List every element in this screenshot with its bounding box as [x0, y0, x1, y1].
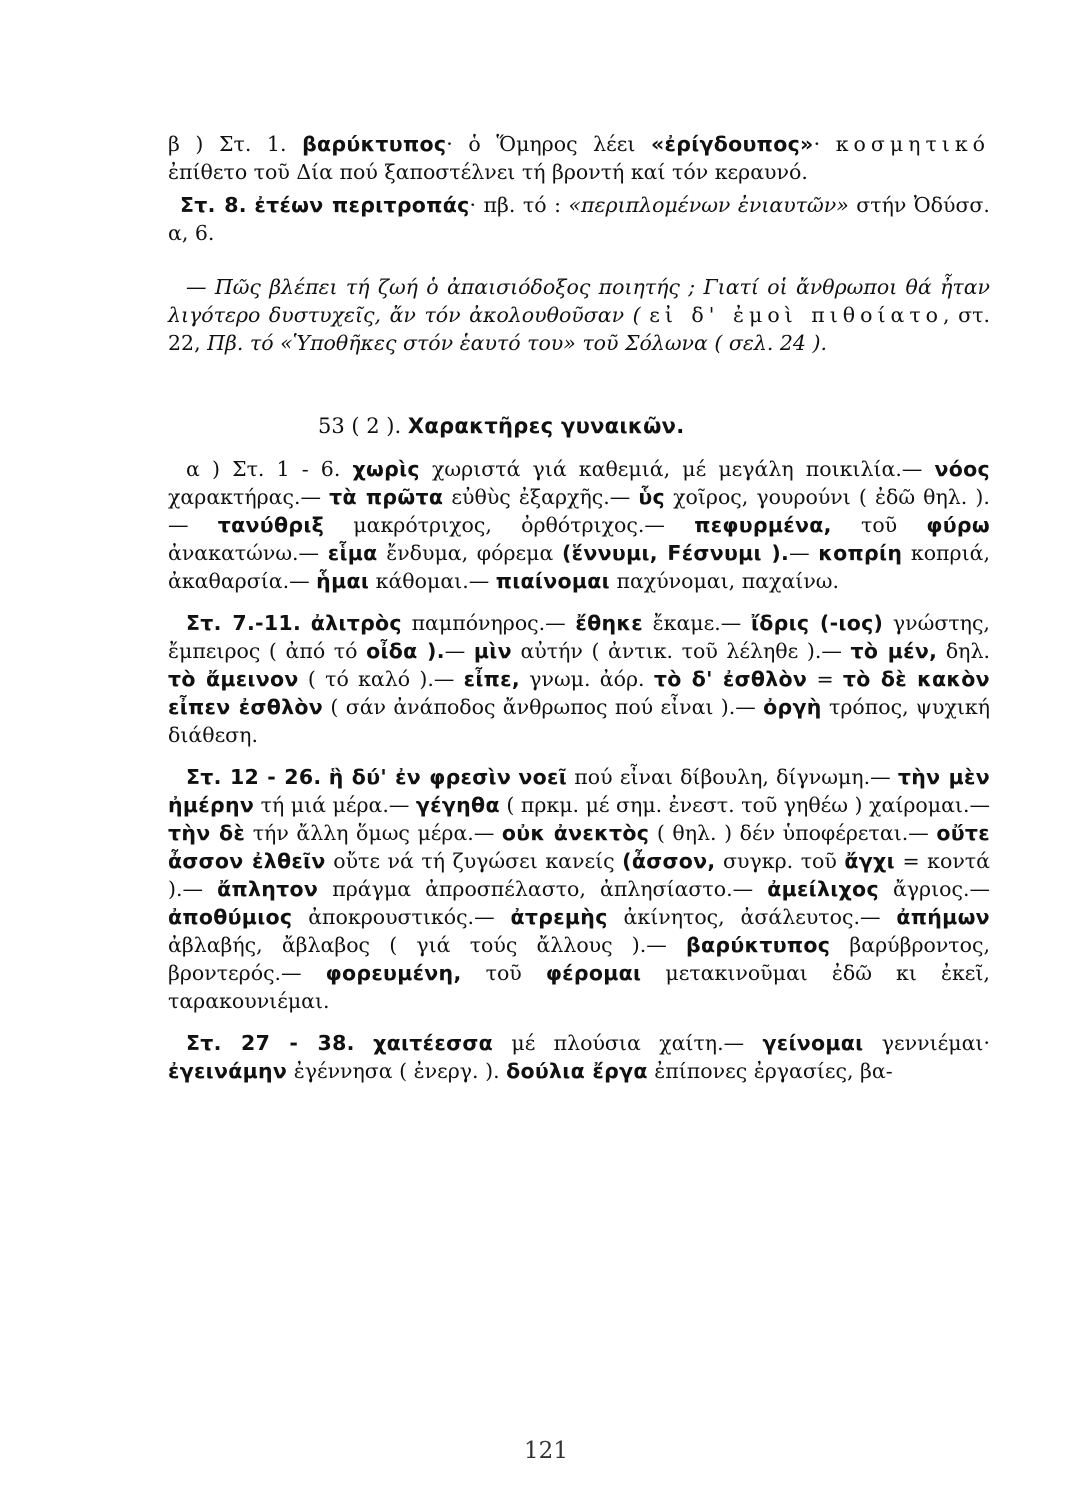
headword: γέγηθα — [415, 793, 500, 817]
text: τήν ἄλλη ὅμως μέρα.— — [252, 821, 495, 845]
text: χωριστά γιά καθεμιά, μέ μεγάλη ποικιλία.— — [432, 457, 923, 481]
text: μέ πλούσια χαίτη.— — [511, 1031, 745, 1055]
headword: τὸ μέν, — [850, 639, 938, 663]
quotation: «περιπλομένων ἐνιαυτῶν» — [568, 193, 849, 217]
text: παμπόνηρος.— — [411, 611, 566, 635]
headword: τὰ πρῶτα — [329, 485, 444, 509]
section-label: Στ. 12 - 26. — [186, 765, 322, 789]
headword: πιαίνομαι — [495, 569, 610, 593]
text: βαρύβροντος, βροντερός.— — [168, 933, 990, 985]
text: κάθομαι.— — [375, 569, 490, 593]
text: = κοντά ).— — [168, 849, 990, 901]
text: , στ. 22, — [168, 303, 990, 355]
headword: τὸ δὲ κακὸν εἶπεν ἐσθλὸν — [168, 667, 990, 719]
section-label: Στ. 27 - 38. — [186, 1031, 355, 1055]
headword: πεφυρμένα, — [694, 513, 832, 537]
section-label: Στ. 7.-11. — [186, 611, 302, 635]
text: δηλ. — [945, 639, 990, 663]
text: τοῦ — [860, 513, 898, 537]
headword: γείνομαι — [762, 1031, 864, 1055]
text: πού εἶναι δίβουλη, δίγνωμη.— — [574, 765, 891, 789]
headword: οὐκ ἀνεκτὸς — [501, 821, 650, 845]
question-text: — Πῶς βλέπει τή ζωή ὁ ἀπαισιόδοξος ποιητής ; Γιατί οἱ ἄνθρωποι θά ἦταν λιγότερο δυστυχεῖς, ἄν τόν ἀκολουθοῦσαν ( — [168, 275, 990, 327]
paragraph-lines-27-38 — [168, 1029, 990, 1085]
text: ἀκίνητος, ἀσάλευτος.— — [623, 905, 881, 929]
text: = — [816, 667, 834, 691]
text: τοῦ — [485, 961, 522, 985]
headword: ἀπήμων — [896, 905, 990, 929]
paragraph-line-1 — [168, 130, 990, 186]
headword: τανύθριξ — [217, 513, 325, 537]
headword: κοπρίη — [818, 541, 903, 565]
text: ἔνδυμα, φόρεμα — [386, 541, 554, 565]
headword: εἶπε, — [463, 667, 520, 691]
text: κοπριά, ἀκαθαρσία.— — [168, 541, 990, 593]
text: χοῖρος, γουρούνι ( ἐδῶ θηλ. ).— — [168, 485, 990, 537]
headword: φέρομαι — [545, 961, 642, 985]
headword: «ἐρίγδουπος» — [650, 132, 814, 156]
headword: βαρύκτυπος — [685, 933, 831, 957]
text: ἐπίπονες ἐργασίες, βα- — [654, 1059, 893, 1083]
text: στήν Ὀδύσσ. α, 6. — [168, 193, 990, 245]
text: — — [789, 541, 810, 565]
text: χαρακτήρας.— — [168, 485, 321, 509]
headword: (ἕννυμι, Ϝέσνυμι ). — [562, 541, 790, 565]
text: · πβ. τό : — [469, 193, 561, 217]
section-heading — [168, 411, 990, 441]
headword: ἄγχι — [844, 849, 895, 873]
headword: τὸ δ' ἐσθλὸν — [653, 667, 808, 691]
headword: ἐτέων περιτροπάς — [254, 193, 470, 217]
text: ( σάν ἀνάποδος ἄνθρωπος πού εἶναι ).— — [330, 695, 756, 719]
text: ἀνακατώνω.— — [168, 541, 320, 565]
reference-text: Πβ. τό «Ὑποθῆκες στόν ἑαυτό του» τοῦ Σόλωνα ( σελ. 24 ). — [207, 331, 828, 355]
spaced-quote: εἰ δ' ἐμοὶ πιθοίατο — [649, 303, 944, 327]
section-label: α ) Στ. 1 - 6. — [186, 457, 341, 481]
headword: ὗς — [638, 485, 665, 509]
headword: οἶδα ). — [366, 639, 445, 663]
headword: νοεῖ — [518, 765, 568, 789]
headword: ἐγεινάμην — [168, 1059, 288, 1083]
text: εὐθὺς ἐξαρχῆς.— — [451, 485, 631, 509]
text: γνωμ. ἀόρ. — [529, 667, 645, 691]
text: μακρότριχος, ὀρθότριχος.— — [353, 513, 665, 537]
headword: φύρω — [926, 513, 990, 537]
headword: μὶν — [473, 639, 512, 663]
text: ἀβλαβής, ἄβλαβος ( γιά τούς ἄλλους ).— — [168, 933, 667, 957]
headword: ἀμείλιχος — [767, 877, 879, 901]
page-number: 121 — [524, 1438, 568, 1464]
headword: νόος — [934, 457, 990, 481]
text: παχύνομαι, παχαίνω. — [616, 569, 840, 593]
headword: δούλια ἔργα — [506, 1059, 648, 1083]
text: τή μιά μέρα.— — [260, 793, 410, 817]
section-title: Χαρακτῆρες γυναικῶν. — [407, 414, 685, 438]
text: ( θηλ. ) δέν ὑποφέρεται.— — [656, 821, 929, 845]
paragraph-lines-12-26 — [168, 763, 990, 1015]
headword: χωρὶς — [352, 457, 420, 481]
headword: ἔθηκε — [575, 611, 643, 635]
text: — — [444, 639, 466, 663]
text: · ὁ Ὅμηρος λέει — [446, 132, 636, 156]
paragraph-line-8 — [168, 191, 990, 247]
headword: βαρύκτυπος — [302, 132, 447, 156]
headword: τὴν δὲ — [168, 821, 246, 845]
headword: ἀλιτρὸς — [310, 611, 402, 635]
headword: οὔτε ἆσσον ἐλθεῖν — [168, 821, 990, 873]
section-number: 53 ( 2 ). — [318, 414, 402, 438]
text: πράγμα ἀπροσπέλαστο, ἀπλησίαστο.— — [332, 877, 754, 901]
section-label: β ) Στ. 1. — [168, 132, 287, 156]
text: · — [813, 132, 821, 156]
headword: ἀποθύμιος — [168, 905, 293, 929]
text: ἔκαμε.— — [652, 611, 742, 635]
headword: ἄπλητον — [217, 877, 319, 901]
text: τρόπος, ψυχική διάθεση. — [168, 695, 991, 747]
question-paragraph — [168, 273, 990, 357]
headword: ἧμαι — [316, 569, 370, 593]
headword: τὴν μὲν ἠμέρην — [168, 765, 990, 817]
headword: ἀτρεμὴς — [510, 905, 608, 929]
headword: ἣ δύ' ἐν φρεσὶν — [328, 765, 512, 789]
headword: χαιτέεσσα — [373, 1031, 494, 1055]
text: ἐγέννησα ( ἐνεργ. ). — [293, 1059, 500, 1083]
spaced-word: κοσμητικό — [835, 132, 990, 156]
paragraph-lines-7-11 — [168, 609, 990, 749]
text: ( τό καλό ).— — [307, 667, 455, 691]
headword: (ἆσσον, — [622, 849, 716, 873]
text: ἄγριος.— — [892, 877, 990, 901]
page-body — [168, 130, 990, 1085]
text: ( πρκμ. μέ σημ. ἐνεστ. τοῦ γηθέω ) χαίρομαι.— — [506, 793, 990, 817]
headword: τὸ ἄμεινον — [168, 667, 299, 691]
text: γεννιέμαι· — [881, 1031, 990, 1055]
headword: εἷμα — [327, 541, 378, 565]
text: οὔτε νά τή ζυγώσει κανείς — [333, 849, 615, 873]
headword: ἴδρις (-ιος) — [750, 611, 884, 635]
text: γνώστης, ἔμπειρος ( ἀπό τό — [168, 611, 990, 663]
paragraph-lines-1-6 — [168, 455, 990, 595]
text: αὐτήν ( ἀντικ. τοῦ λέληθε ).— — [520, 639, 842, 663]
text: συγκρ. τοῦ — [723, 849, 837, 873]
text: μετακινοῦμαι ἐδῶ κι ἐκεῖ, ταρακουνιέμαι. — [168, 961, 990, 1013]
text: ἐπίθετο τοῦ Δία πού ξαποστέλνει τή βροντή καί τόν κεραυνό. — [168, 160, 808, 184]
text: ἀποκρουστικός.— — [308, 905, 495, 929]
section-label: Στ. 8. — [180, 193, 247, 217]
headword: ὀργὴ — [763, 695, 822, 719]
headword: φορευμένη, — [325, 961, 462, 985]
